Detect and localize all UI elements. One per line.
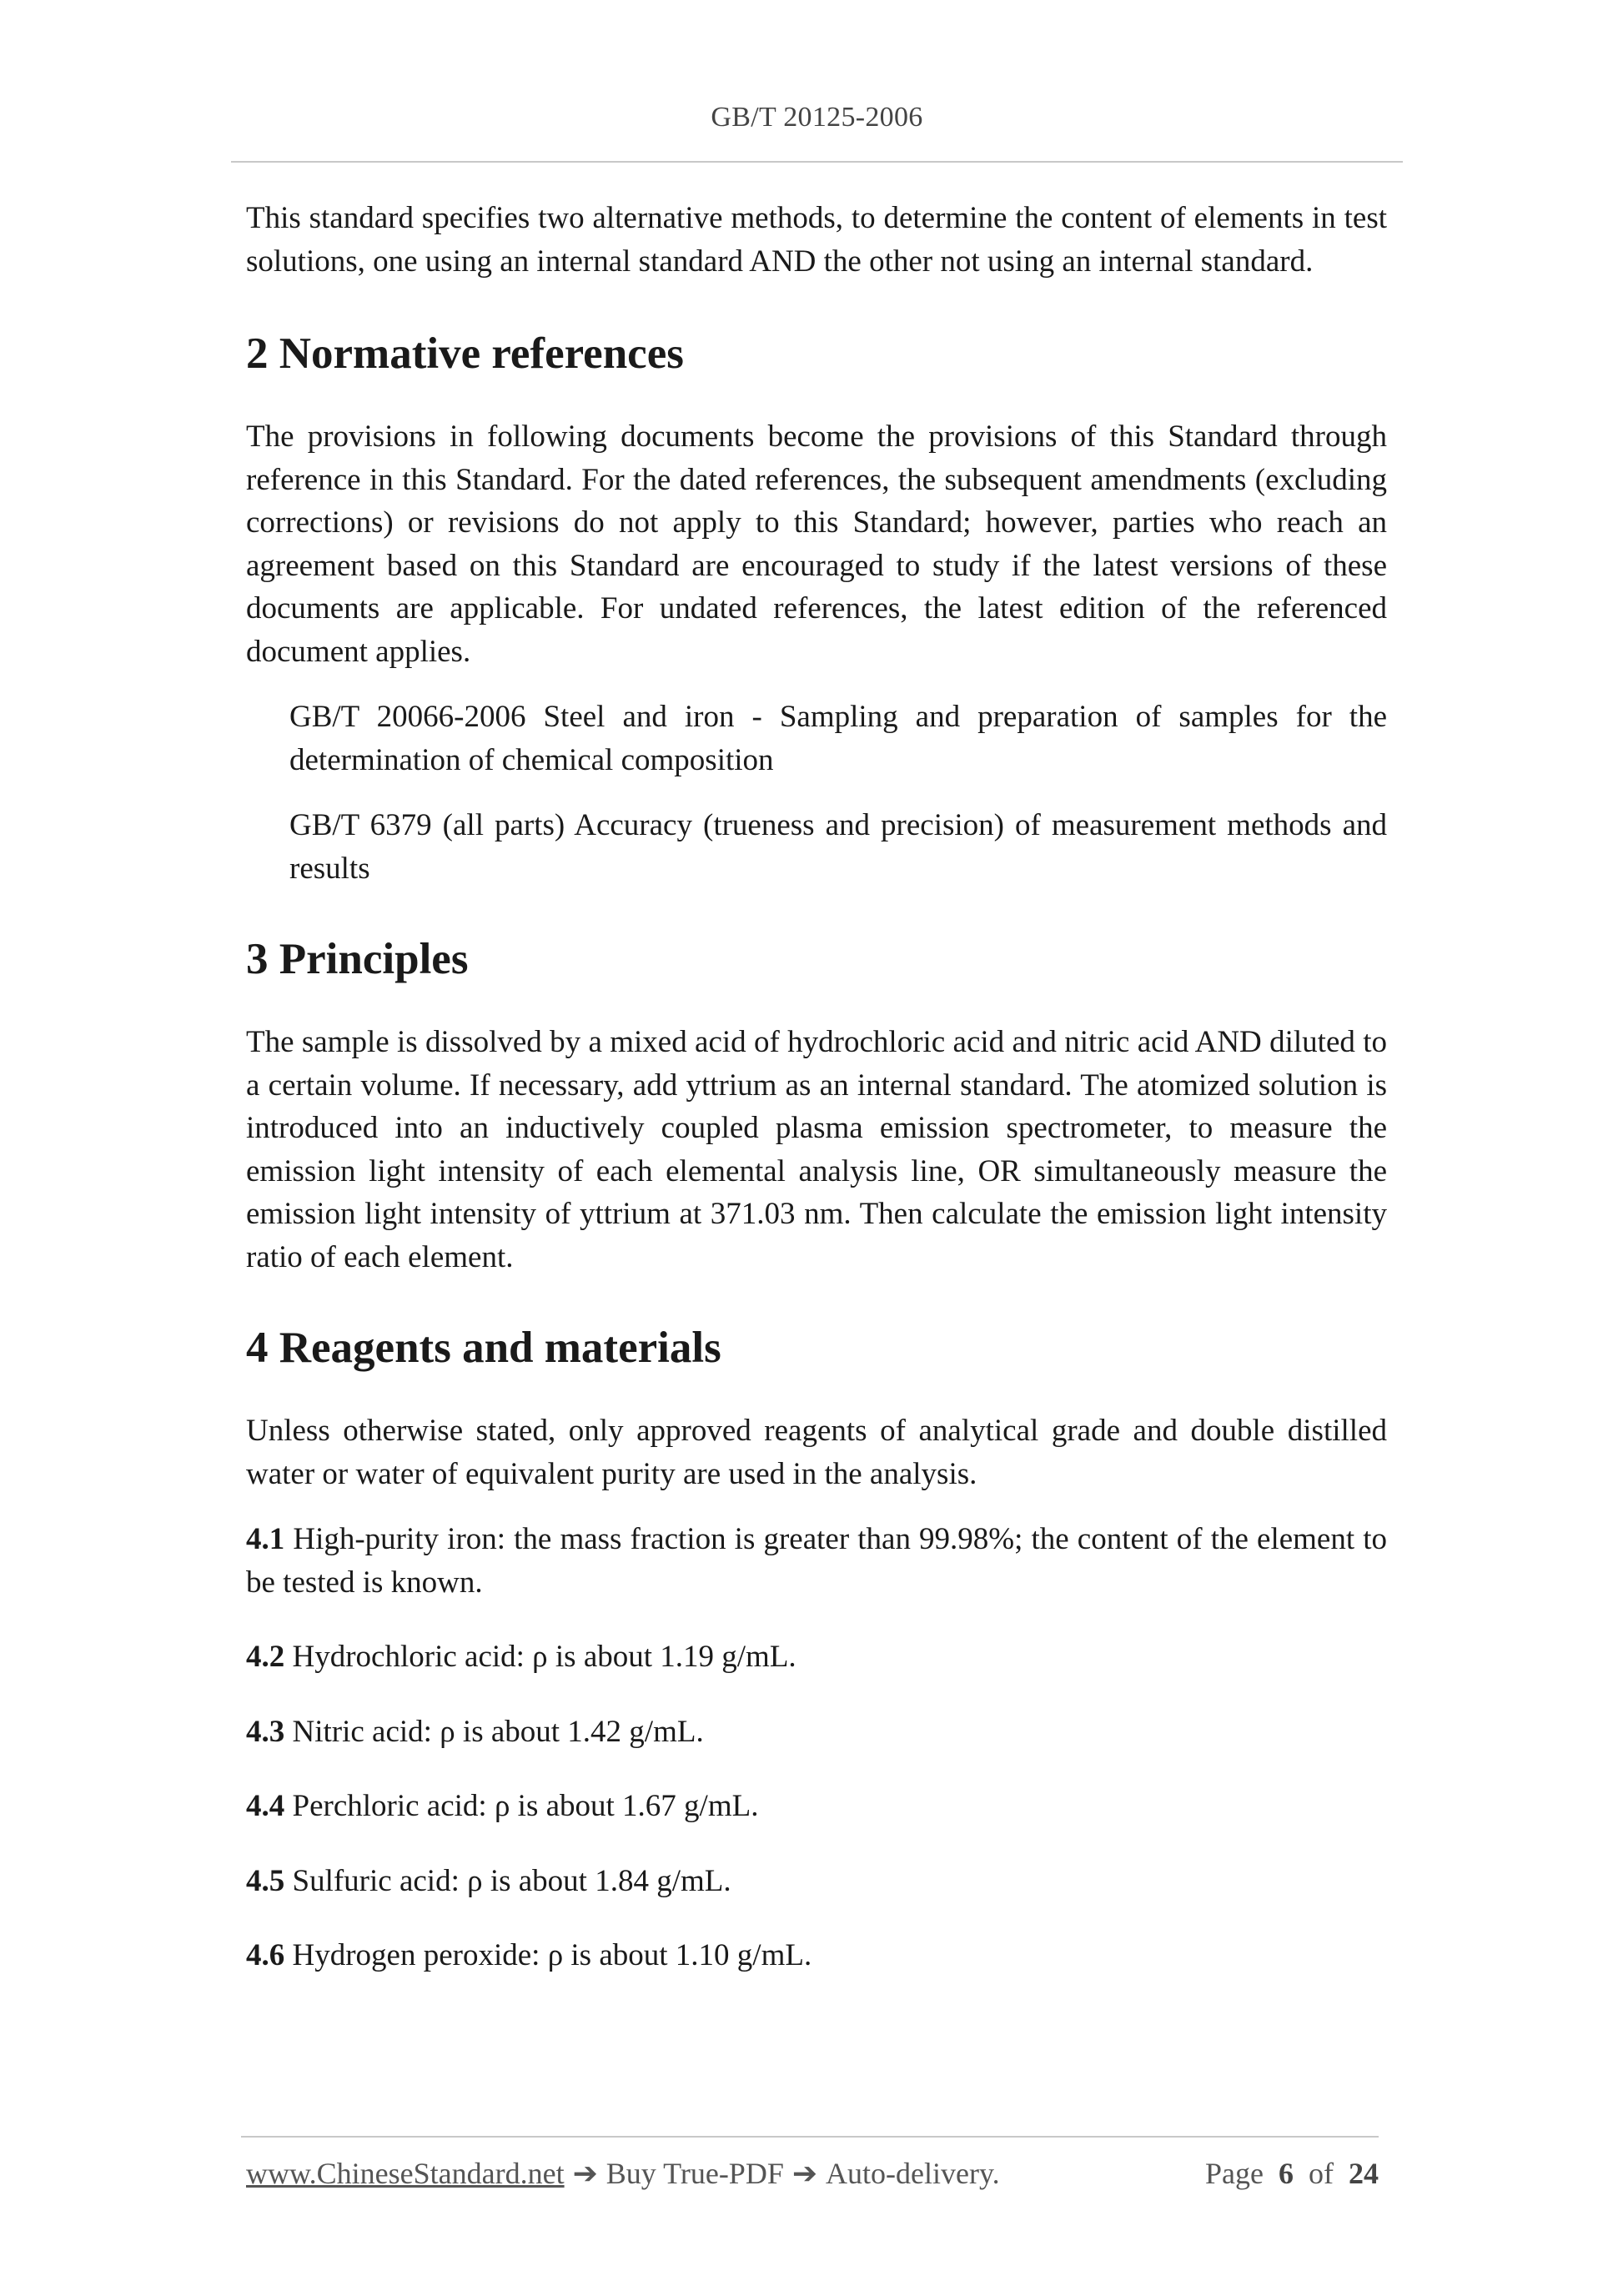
- reagent-item: [246, 1860, 1387, 1903]
- principles-paragraph: The sample is dissolved by a mixed acid of hydrochloric acid and nitric acid AND diluted to a certain volume. If necessary, add yttrium as an internal standard. The atomized solution is introduced into an inductively coupled plasma emission spectrometer, to measure the emission light intensity of each elemental analysis line, OR simultaneously measure the emission light intensity of yttrium at 371.03 nm. Then calculate the emission light intensity ratio of each element.: [246, 1025, 1387, 1274]
- arrow-right-icon: ➔: [791, 2157, 818, 2190]
- section-heading-normative-references: 2 Normative references: [246, 329, 684, 378]
- website-link[interactable]: www.ChineseStandard.net: [246, 2157, 565, 2190]
- reagent-text: Perchloric acid: ρ is about 1.67 g/mL.: [292, 1789, 759, 1823]
- buy-pdf-text: Buy True-PDF: [605, 2157, 784, 2190]
- page-of-label: of: [1309, 2157, 1334, 2190]
- section-heading-principles: 3 Principles: [246, 935, 469, 983]
- document-body: [246, 197, 1387, 1977]
- reagent-number: 4.6: [246, 1938, 285, 1972]
- reagent-number: 4.2: [246, 1640, 285, 1674]
- section-heading-reagents: 4 Reagents and materials: [246, 1324, 721, 1372]
- reagent-item: [246, 1518, 1387, 1604]
- page-total: 24: [1349, 2157, 1379, 2190]
- scope-paragraph: This standard specifies two alternative methods, to determine the content of elements in test solutions, one using an internal standard AND the other not using an internal standard.: [246, 201, 1387, 279]
- reagent-number: 4.5: [246, 1863, 285, 1898]
- footer-divider: [241, 2136, 1379, 2138]
- reagent-item: [246, 1934, 1387, 1977]
- reagent-text: High-purity iron: the mass fraction is greater than 99.98%; the content of the element to be tested is known.: [246, 1522, 1387, 1600]
- header-divider: [231, 161, 1403, 163]
- reagent-text: Hydrogen peroxide: ρ is about 1.10 g/mL.: [292, 1938, 812, 1972]
- reagents-intro-paragraph: Unless otherwise stated, only approved reagents of analytical grade and double distilled water or water of equivalent purity are used in the analysis.: [246, 1414, 1387, 1491]
- reagent-text: Hydrochloric acid: ρ is about 1.19 g/mL.: [292, 1640, 796, 1674]
- reagent-text: Sulfuric acid: ρ is about 1.84 g/mL.: [292, 1863, 731, 1898]
- reagent-number: 4.3: [246, 1714, 285, 1749]
- reagent-number: 4.4: [246, 1789, 285, 1823]
- footer-promo: [246, 2156, 1000, 2191]
- reagent-item: [246, 1785, 1387, 1828]
- auto-delivery-text: Auto-delivery.: [826, 2157, 1000, 2190]
- arrow-right-icon: ➔: [572, 2157, 598, 2190]
- reference-item: GB/T 6379 (all parts) Accuracy (trueness and precision) of measurement methods and results: [289, 808, 1387, 886]
- normative-references-paragraph: The provisions in following documents become the provisions of this Standard through reference in this Standard. For the dated references, the subsequent amendments (excluding corrections) or revisions do not apply to this Standard; however, parties who reach an agreement based on this Standard are encouraged to study if the latest versions of these documents are applicable. For undated references, the latest edition of the referenced document applies.: [246, 420, 1387, 669]
- reagent-item: [246, 1635, 1387, 1679]
- reagent-number: 4.1: [246, 1522, 285, 1556]
- reference-item: GB/T 20066-2006 Steel and iron - Sampling and preparation of samples for the determination of chemical composition: [289, 700, 1387, 777]
- page-header-title: GB/T 20125-2006: [711, 102, 923, 133]
- page-number: [1205, 2156, 1379, 2191]
- page-current: 6: [1279, 2157, 1294, 2190]
- page-label: Page: [1205, 2157, 1264, 2190]
- reagent-item: [246, 1711, 1387, 1754]
- reagent-text: Nitric acid: ρ is about 1.42 g/mL.: [292, 1714, 704, 1749]
